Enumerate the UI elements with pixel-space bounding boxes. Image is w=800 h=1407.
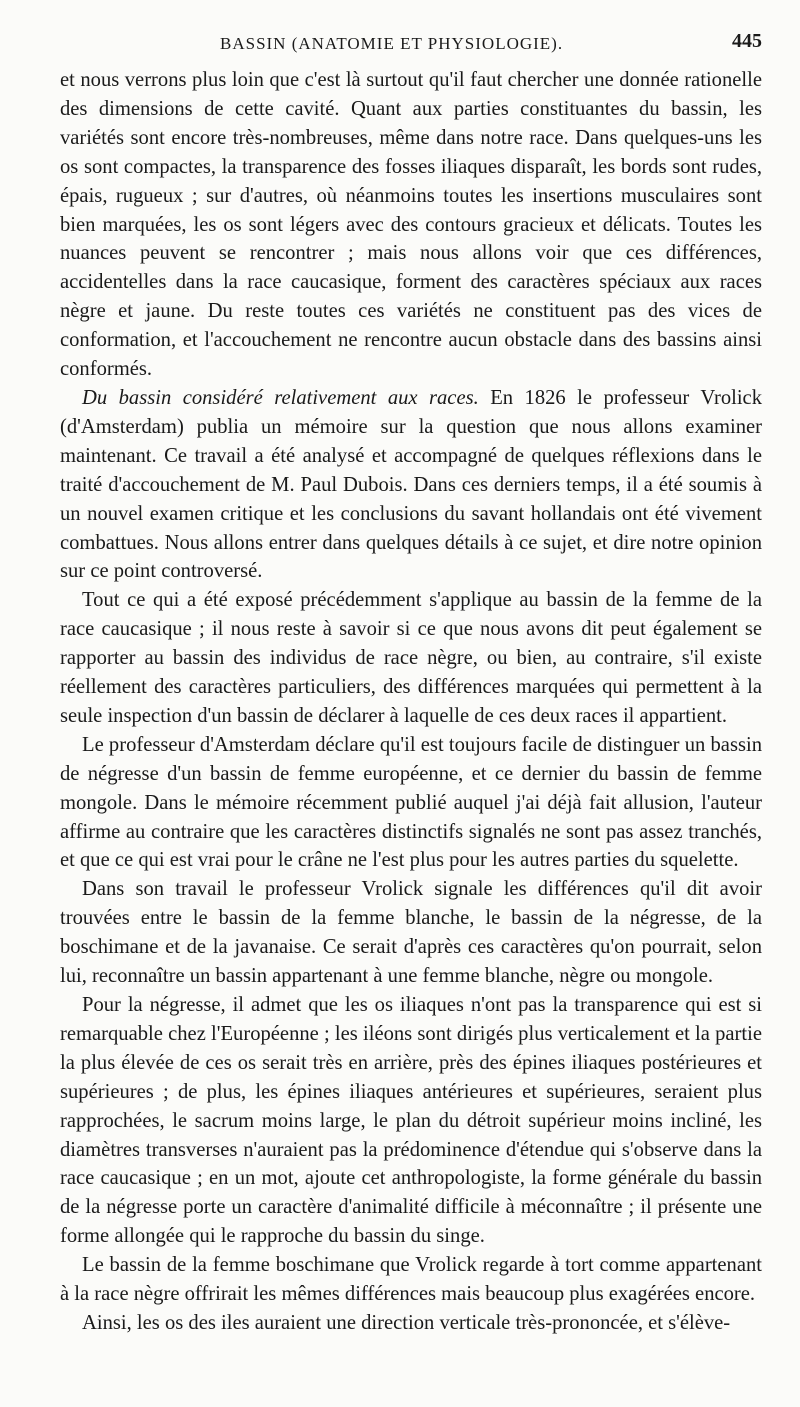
paragraph: Ainsi, les os des iles auraient une direction verticale très-prononcée, et s'élève- [82,1311,731,1334]
page-number: 445 [732,30,762,52]
paragraph: Le professeur d'Amsterdam déclare qu'il est toujours facile de distinguer un bassin de négresse d'un bassin de femme européenne, et ce dernier du bassin de femme mongole. Dans le mémoire récemment publié auquel j'ai déjà fait allusion, l'auteur affirme au contraire que les caractères distinctifs signalés ne sont pas assez tranchés, et que ce qui est vrai pour le crâne ne l'est plus pour les autres parties du squelette. [60,733,762,872]
paragraph: Tout ce qui a été exposé précédemment s'applique au bassin de la femme de la race caucasique ; il nous reste à savoir si ce que nous avons dit peut également se rapporter au bassin des individus de race nègre, ou bien, au contraire, s'il existe réellement des caractères particuliers, des différences marquées qui permettent à la seule inspection d'un bassin de déclarer à laquelle de ces deux races il appartient. [60,589,762,727]
paragraph: Pour la négresse, il admet que les os iliaques n'ont pas la transparence qui est si remarquable chez l'Européenne ; les iléons sont dirigés plus verticalement et la partie la plus élevée de ces os serait très en arrière, près des épines iliaques postérieures et supérieures ; de plus, les épines iliaques antérieures et supérieures, seraient plus rapprochées, le sacrum moins large, le plan du détroit supérieur moins incliné, les diamètres transverses n'auraient pas la prédominence d'étendue qui s'observe dans la race caucasique ; en un mot, ajoute cet anthropologiste, la forme générale du bassin de la négresse porte un caractère d'animalité difficile à méconnaître ; il présente une forme allongée qui le rapproche du bassin du singe. [60,994,762,1248]
page-header [60,30,762,60]
paragraph: Dans son travail le professeur Vrolick signale les différences qu'il dit avoir trouvées entre le bassin de la femme blanche, le bassin de la négresse, de la boschimane et de la javanaise. Ce serait d'après ces caractères qu'on pourrait, selon lui, reconnaître un bassin appartenant à une femme blanche, nègre ou mongole. [60,878,762,988]
page-body [60,66,762,1338]
paragraph: Le bassin de la femme boschimane que Vrolick regarde à tort comme appartenant à la race nègre offrirait les mêmes différences mais beaucoup plus exagérées encore. [60,1254,762,1306]
running-head: BASSIN (ANATOMIE ET PHYSIOLOGIE). [220,34,564,53]
paragraph [60,384,762,586]
paragraph-text: En 1826 le professeur Vrolick (d'Amsterdam) publia un mémoire sur la question que nous allons examiner maintenant. Ce travail a été analysé et accompagné de quelques réflexions dans le traité d'accouchement de M. Paul Dubois. Dans ces derniers temps, il a été soumis à un nouvel examen critique et les conclusions du savant hollandais ont été vivement combattues. Nous allons entrer dans quelques détails à ce sujet, et dire notre opinion sur ce point controversé. [60,386,762,583]
section-heading: Du bassin considéré relativement aux races. [82,386,479,409]
paragraph: et nous verrons plus loin que c'est là surtout qu'il faut chercher une donnée rationelle des dimensions de cette cavité. Quant aux parties constituantes du bassin, les variétés sont encore très-nombreuses, même dans notre race. Dans quelques-uns les os sont compactes, la transparence des fosses iliaques disparaît, les bords sont rudes, épais, rugueux ; sur d'autres, où néanmoins toutes les insertions musculaires sont bien marquées, les os sont légers avec des contours gracieux et délicats. Toutes les nuances peuvent se rencontrer ; mais nous allons voir que ces différences, accidentelles dans la race caucasique, forment des caractères spéciaux aux races nègre et jaune. Du reste toutes ces variétés ne constituent pas des vices de conformation, et l'accouchement ne rencontre aucun obstacle dans des bassins ainsi conformés. [60,69,762,381]
